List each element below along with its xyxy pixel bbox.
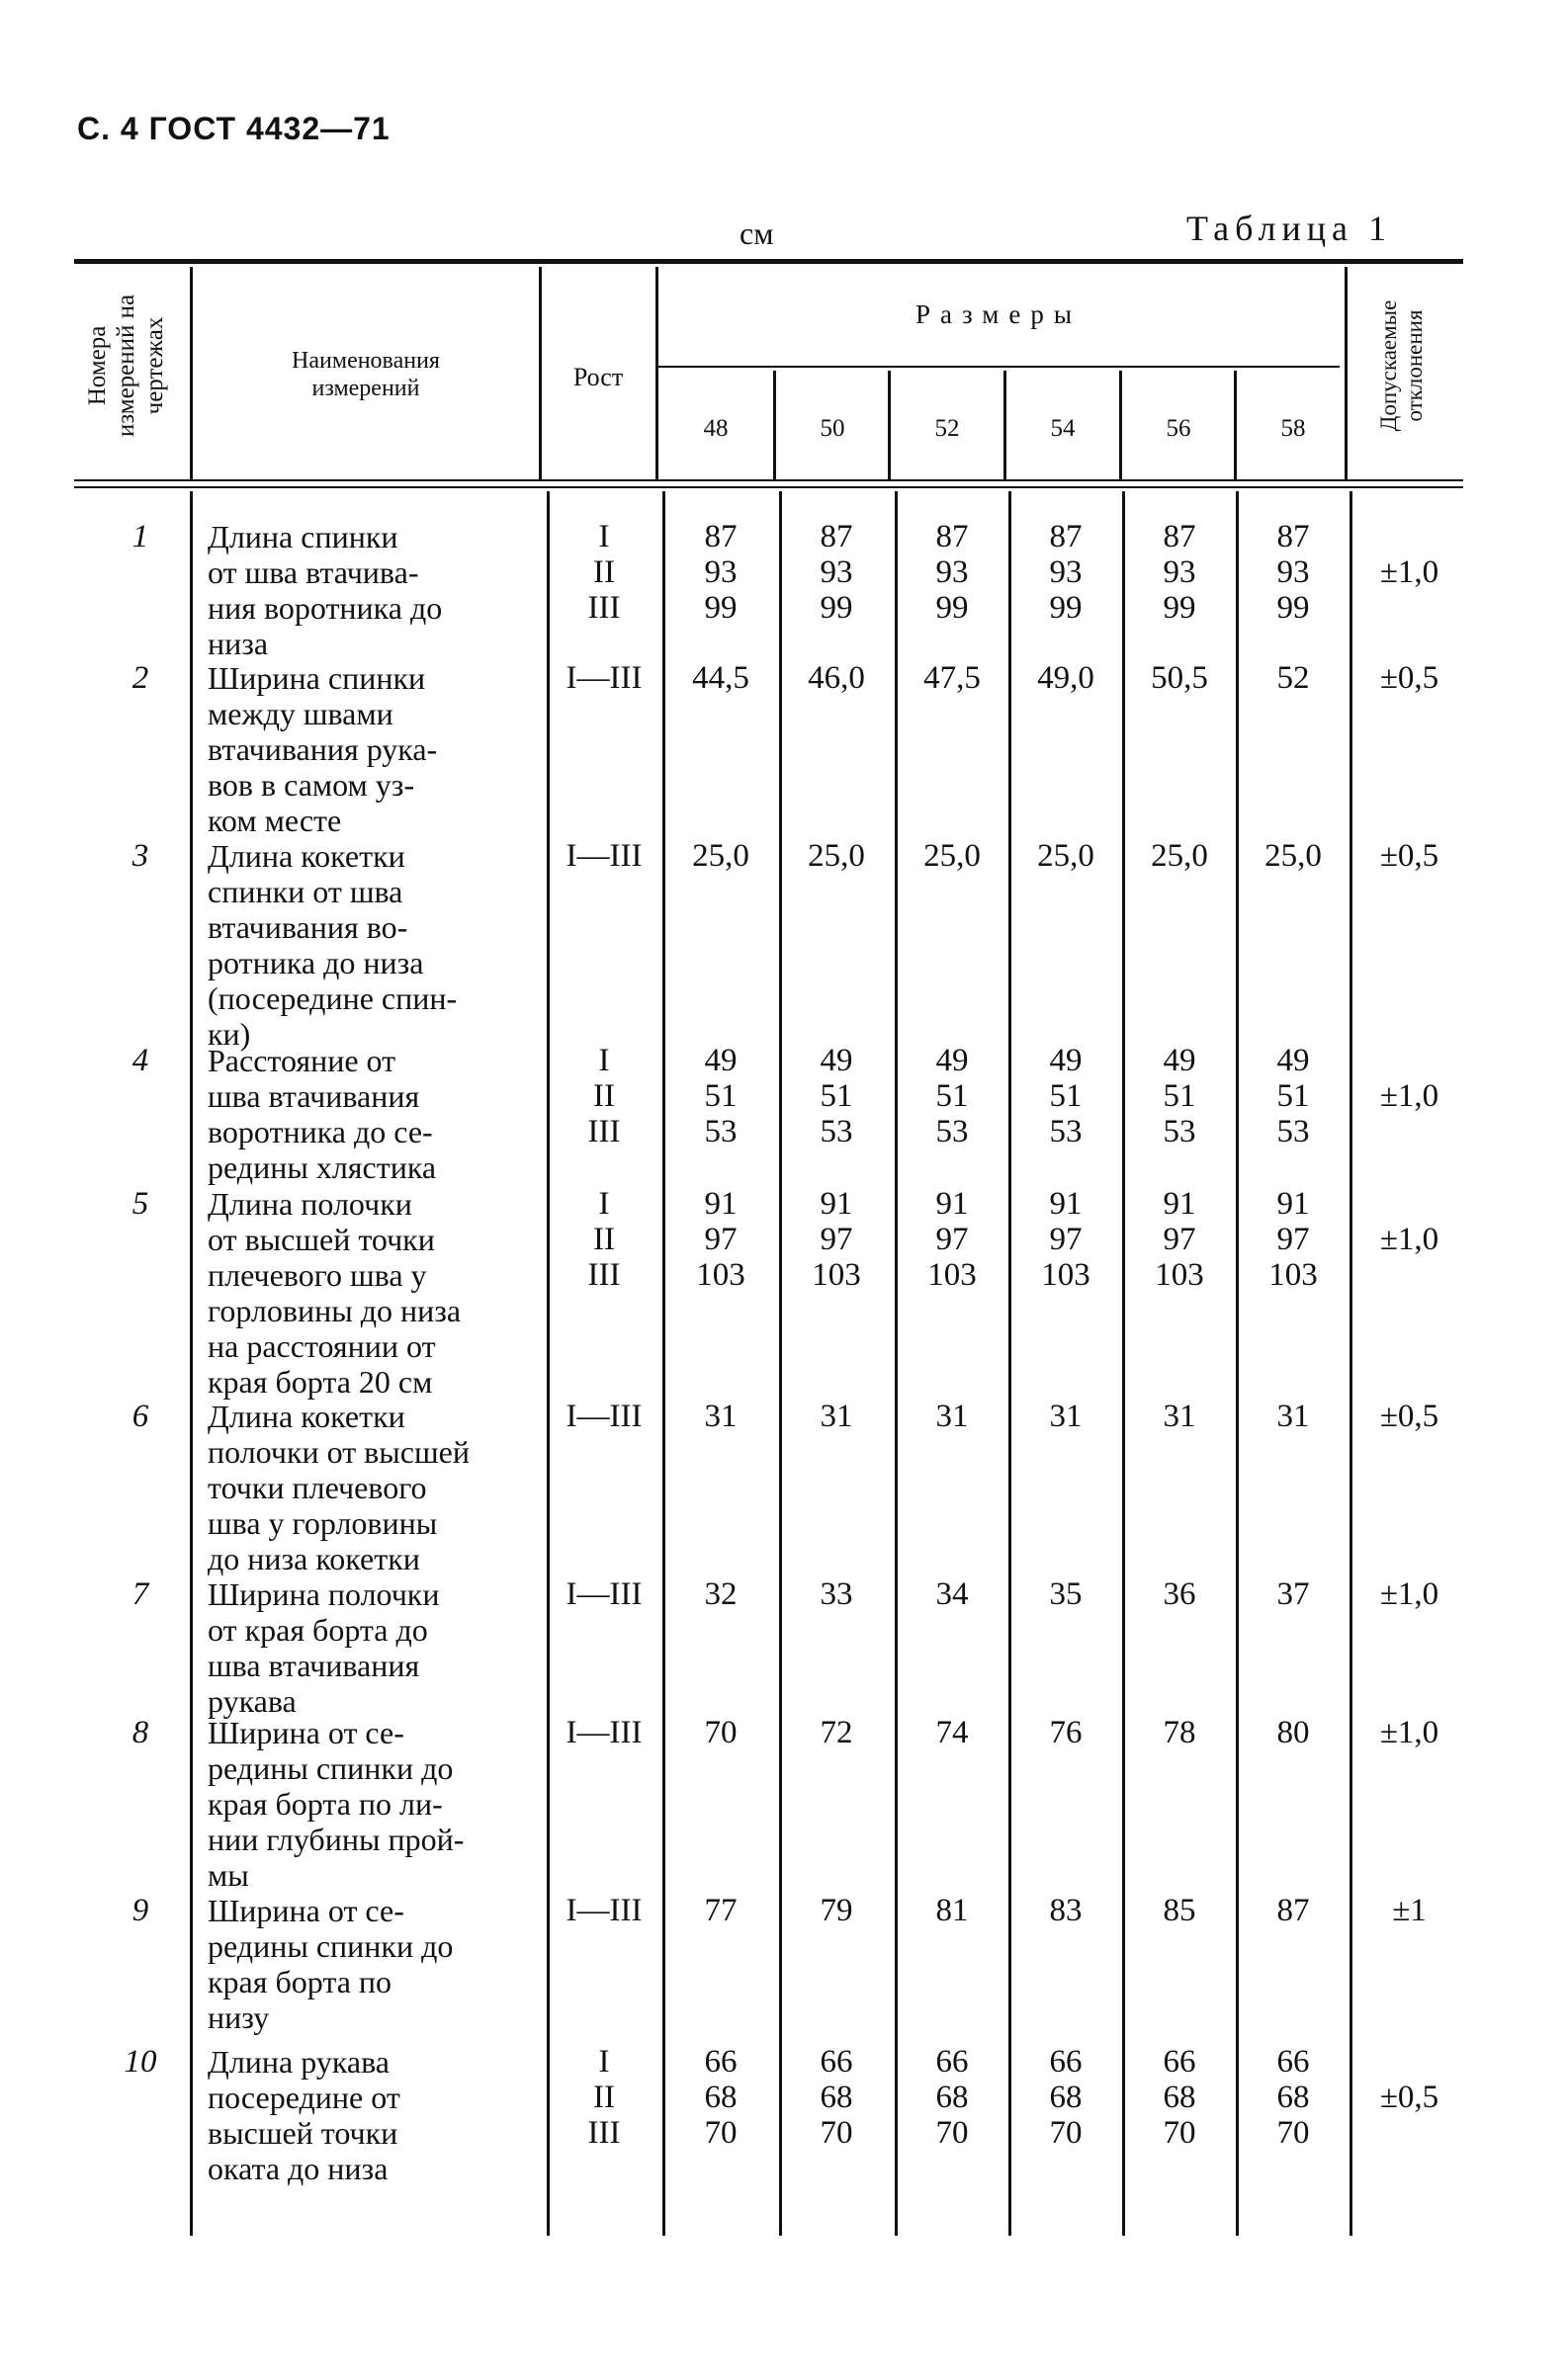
row-tolerance: ±1,0 (1379, 1715, 1439, 1750)
col-divider (1345, 267, 1348, 479)
row-height-class: I—III (566, 1576, 643, 1612)
row-size-value: 25,0 (1037, 838, 1094, 874)
row-tolerance: ±1,0 (1379, 1222, 1439, 1257)
sizes-group-rule (657, 366, 1340, 368)
row-size-value: 91 97 103 (696, 1186, 745, 1293)
row-size-value: 49 51 53 (704, 1043, 738, 1149)
row-size-value: 25,0 (692, 838, 749, 874)
size-header-48: 48 (703, 415, 729, 442)
row-size-value: 47,5 (923, 660, 981, 696)
row-measurement-name: Длина спинки от шва втачива- ния воротника до низа (208, 519, 443, 661)
header-height: Рост (572, 363, 624, 391)
row-size-value: 91 97 103 (1268, 1186, 1318, 1293)
row-size-value: 25,0 (923, 838, 981, 874)
row-size-value: 31 (1276, 1399, 1310, 1434)
row-size-value: 25,0 (1264, 838, 1322, 874)
size-header-54: 54 (1050, 415, 1076, 442)
row-height-class: I II III (587, 1043, 621, 1149)
row-height-class: I II III (587, 519, 621, 626)
row-number: 7 (131, 1576, 149, 1612)
row-size-value: 87 93 99 (704, 519, 738, 626)
row-measurement-name: Длина рукава посередине от высшей точки оката до низа (208, 2044, 400, 2186)
header-sizes-group: Размеры (915, 299, 1082, 329)
row-number: 10 (124, 2044, 157, 2080)
col-divider (1236, 491, 1239, 2236)
row-size-value: 72 (820, 1715, 853, 1750)
row-size-value: 66 68 70 (935, 2044, 969, 2151)
row-measurement-name: Ширина от се- редины спинки до края борта по низу (208, 1893, 454, 2035)
row-height-class: I—III (566, 838, 643, 874)
row-size-value: 31 (935, 1399, 969, 1434)
col-divider (1122, 491, 1125, 2236)
row-height-class: I—III (566, 1893, 643, 1928)
size-header-56: 56 (1166, 415, 1191, 442)
row-size-value: 49 51 53 (1163, 1043, 1196, 1149)
unit-label: см (740, 215, 774, 251)
table-caption: Таблица 1 (1186, 209, 1392, 248)
row-size-value: 25,0 (1151, 838, 1208, 874)
row-size-value: 80 (1276, 1715, 1310, 1750)
row-size-value: 87 93 99 (820, 519, 853, 626)
size-header-52: 52 (934, 415, 960, 442)
header-bottom-rule (74, 479, 1463, 481)
row-number: 1 (131, 519, 149, 554)
row-size-value: 81 (935, 1893, 969, 1928)
row-size-value: 50,5 (1151, 660, 1208, 696)
col-divider (190, 267, 193, 479)
row-tolerance: ±1 (1392, 1893, 1427, 1928)
row-size-value: 31 (1049, 1399, 1083, 1434)
row-tolerance: ±0,5 (1379, 838, 1439, 874)
row-size-value: 49 51 53 (1049, 1043, 1083, 1149)
row-measurement-name: Ширина спинки между швами втачивания рука- вов в самом уз- ком месте (208, 660, 438, 838)
row-size-value: 70 (704, 1715, 738, 1750)
row-size-value: 66 68 70 (820, 2044, 853, 2151)
row-height-class: I II III (587, 1186, 621, 1293)
row-size-value: 25,0 (808, 838, 865, 874)
col-divider (539, 267, 542, 479)
row-size-value: 49 51 53 (935, 1043, 969, 1149)
row-size-value: 79 (820, 1893, 853, 1928)
row-size-value: 77 (704, 1893, 738, 1928)
row-number: 2 (131, 660, 149, 696)
row-size-value: 66 68 70 (704, 2044, 738, 2151)
row-size-value: 34 (935, 1576, 969, 1612)
row-size-value: 91 97 103 (927, 1186, 977, 1293)
row-height-class: I—III (566, 660, 643, 696)
row-size-value: 66 68 70 (1276, 2044, 1310, 2151)
row-size-value: 85 (1163, 1893, 1196, 1928)
col-divider (1349, 491, 1352, 2236)
row-size-value: 46,0 (808, 660, 865, 696)
header-number: Номера измерений на чертежах (84, 294, 168, 438)
row-tolerance: ±1,0 (1379, 1078, 1439, 1114)
table-top-rule (74, 259, 1463, 264)
row-number: 4 (131, 1043, 149, 1078)
row-tolerance: ±1,0 (1379, 1576, 1439, 1612)
row-size-value: 33 (820, 1576, 853, 1612)
row-number: 9 (131, 1893, 149, 1928)
size-header-58: 58 (1280, 415, 1306, 442)
row-measurement-name: Ширина от се- редины спинки до края борта по ли- нии глубины прой- мы (208, 1715, 465, 1893)
row-number: 6 (131, 1399, 149, 1434)
row-size-value: 44,5 (692, 660, 749, 696)
row-measurement-name: Длина кокетки полочки от высшей точки плечевого шва у горловины до низа кокетки (208, 1399, 470, 1576)
row-size-value: 76 (1049, 1715, 1083, 1750)
col-divider (895, 491, 898, 2236)
row-measurement-name: Ширина полочки от края борта до шва втачивания рукава (208, 1576, 440, 1719)
row-size-value: 83 (1049, 1893, 1083, 1928)
row-size-value: 35 (1049, 1576, 1083, 1612)
row-size-value: 31 (704, 1399, 738, 1434)
row-measurement-name: Длина полочки от высшей точки плечевого шва у горловины до низа на расстоянии от края борта 20 см (208, 1186, 462, 1400)
row-size-value: 52 (1276, 660, 1310, 696)
col-divider (190, 491, 193, 2236)
row-size-value: 74 (935, 1715, 969, 1750)
col-divider (779, 491, 782, 2236)
size-header-50: 50 (820, 415, 845, 442)
row-height-class: I—III (566, 1399, 643, 1434)
row-size-value: 87 93 99 (935, 519, 969, 626)
row-size-value: 49,0 (1037, 660, 1094, 696)
row-measurement-name: Длина кокетки спинки от шва втачивания во- ротника до низа (посередине спин- ки) (208, 838, 458, 1052)
row-tolerance: ±0,5 (1379, 1399, 1439, 1434)
row-size-value: 87 (1276, 1893, 1310, 1928)
header-tolerance: Допускаемые отклонения (1376, 299, 1428, 432)
row-size-value: 87 93 99 (1276, 519, 1310, 626)
row-size-value: 78 (1163, 1715, 1196, 1750)
row-size-value: 87 93 99 (1163, 519, 1196, 626)
row-size-value: 91 97 103 (812, 1186, 861, 1293)
row-number: 8 (131, 1715, 149, 1750)
row-size-value: 66 68 70 (1163, 2044, 1196, 2151)
row-tolerance: ±0,5 (1379, 2080, 1439, 2115)
row-size-value: 37 (1276, 1576, 1310, 1612)
page-header: С. 4 ГОСТ 4432—71 (77, 111, 391, 146)
row-number: 3 (131, 838, 149, 874)
row-number: 5 (131, 1186, 149, 1222)
row-size-value: 91 97 103 (1155, 1186, 1204, 1293)
col-divider (662, 491, 665, 2236)
row-size-value: 66 68 70 (1049, 2044, 1083, 2151)
row-size-value: 32 (704, 1576, 738, 1612)
row-size-value: 49 51 53 (820, 1043, 853, 1149)
row-size-value: 91 97 103 (1041, 1186, 1090, 1293)
row-measurement-name: Расстояние от шва втачивания воротника до се- редины хлястика (208, 1043, 437, 1185)
header-bottom-rule-2 (74, 486, 1463, 488)
row-tolerance: ±1,0 (1379, 554, 1439, 590)
row-height-class: I II III (587, 2044, 621, 2151)
col-divider (1008, 491, 1011, 2236)
row-size-value: 87 93 99 (1049, 519, 1083, 626)
row-tolerance: ±0,5 (1379, 660, 1439, 696)
row-size-value: 31 (820, 1399, 853, 1434)
header-name: Наименования измерений (292, 348, 440, 401)
row-height-class: I—III (566, 1715, 643, 1750)
row-size-value: 49 51 53 (1276, 1043, 1310, 1149)
row-size-value: 36 (1163, 1576, 1196, 1612)
row-size-value: 31 (1163, 1399, 1196, 1434)
